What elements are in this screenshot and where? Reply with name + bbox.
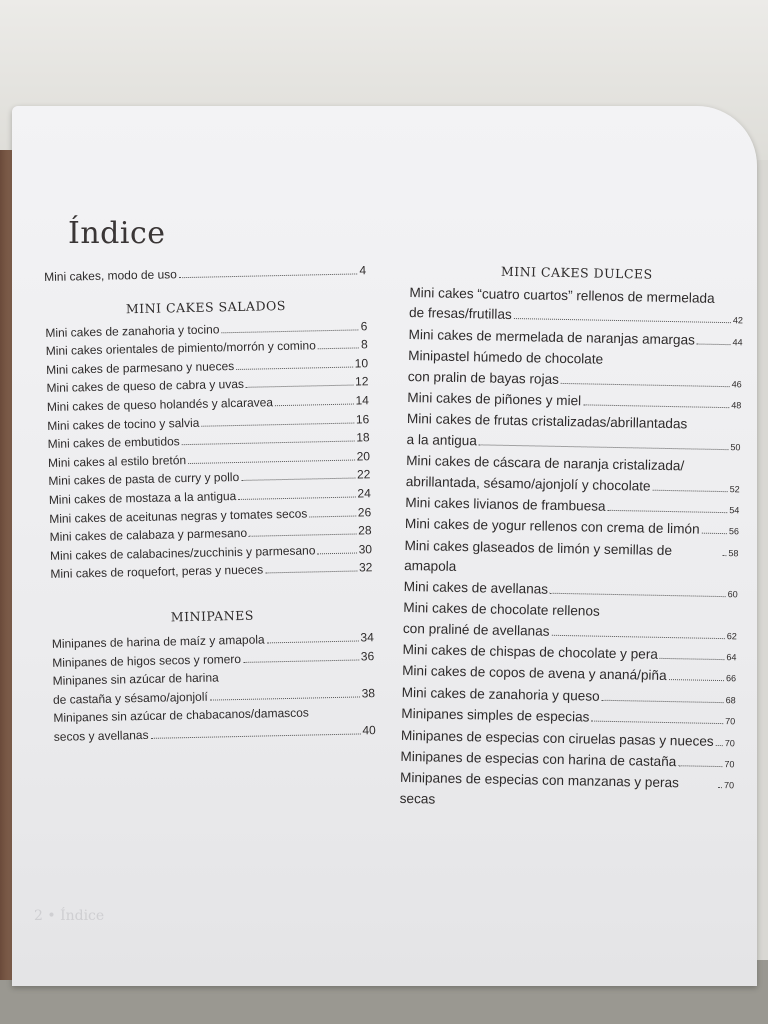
dot-leader [716,744,723,745]
dot-leader [602,699,724,702]
entry-title-line1: Minipastel húmedo de chocolate [408,348,604,367]
entry-title: Minipanes de especias con manzanas y peras secas [399,770,680,807]
dot-leader [697,343,731,345]
toc-entry [399,768,734,815]
page-number: 70 [724,759,735,770]
right-column [399,262,743,815]
dot-leader [151,733,361,738]
page-number: 64 [726,652,737,663]
entry-title: Mini cakes de roquefort, peras y nueces [50,562,264,582]
dot-leader [179,273,358,278]
page-number: 32 [358,560,373,575]
page-number: 40 [362,723,376,738]
entry-title-line1: Minipanes sin azúcar de harina [52,670,219,689]
entry-title: Mini cakes de mostaza a la antigua [48,488,237,507]
dot-leader [188,459,355,463]
dot-leader [201,422,354,426]
page-number: 18 [356,430,370,445]
dot-leader [583,404,729,408]
page-number: 58 [728,548,739,559]
entry-title-line1: Mini cakes de cáscara de naranja cristalizada/ [406,453,685,474]
entry-title: Mini cakes de embutidos [47,434,180,452]
toc-entry [404,536,739,583]
entry-title: Mini cakes orientales de pimiento/morrón y comino [45,338,316,359]
dot-leader [669,679,724,681]
entry-title: Minipanes de harina de maíz y amapola [51,632,265,651]
dot-leader [275,404,354,407]
entry-title: Mini cakes de piñones y miel [407,390,582,409]
page-number: 42 [732,315,744,326]
entry-title: Minipanes de higos secos y romero [52,651,242,670]
dulces-list [399,283,743,815]
page-number: 16 [355,411,370,427]
dot-leader [561,383,730,387]
page-number: 68 [725,694,736,706]
page-number: 70 [723,780,735,791]
page-number: 56 [728,526,739,537]
entry-title: Mini cakes de parmesano y nueces [45,358,235,377]
entry-title: Mini cakes de calabacines/zucchinis y parmesano [49,543,316,563]
dot-leader [653,489,728,491]
dot-leader [210,696,360,700]
page-folio: 2 • Índice [34,908,105,924]
dot-leader [718,787,722,788]
section-title-dulces: MINI CAKES DULCES [500,263,653,282]
entry-title: Mini cakes glaseados de limón y semillas de amapola [404,537,673,575]
dot-leader [309,515,356,517]
page-number: 20 [356,448,371,464]
page-number: 46 [731,378,742,390]
dot-leader [236,366,353,369]
entry-title: Mini cakes de chispas de chocolate y pera [402,641,659,662]
entry-title: Mini cakes de zanahoria y queso [401,684,600,704]
page-number: 12 [354,374,369,389]
dot-leader [243,659,359,662]
entry-title: con praliné de avellanas [402,620,550,639]
minipanes-list [52,628,376,746]
dot-leader [265,571,357,574]
section-title-minipanes: MINIPANES [170,607,254,625]
page-number: 4 [359,263,367,278]
dot-leader [317,552,356,554]
dot-leader [479,444,729,450]
page-number: 36 [360,648,375,663]
dot-leader [514,318,731,323]
entry-title: de fresas/frutillas [408,305,512,323]
entry-title: de castaña y sésamo/ajonjolí [52,689,208,707]
entry-title: Mini cakes de zanahoria y tocino [45,321,220,340]
page-number: 10 [354,356,369,371]
dot-leader [246,385,353,388]
entry-title: abrillantada, sésamo/ajonjolí y chocolate [405,473,651,494]
page-number: 38 [361,685,376,701]
dot-leader [182,441,355,446]
dot-leader [678,765,722,767]
dot-leader [241,478,355,481]
dot-leader [550,592,726,596]
entry-title: Mini cakes de queso holandés y alcaravea [46,395,274,414]
entry-title: Mini cakes livianos de frambuesa [405,495,606,514]
page-number: 70 [725,716,736,727]
entry-title: Minipanes de especias con ciruelas pasas y nueces [400,727,714,749]
entry-title: Mini cakes de mermelada de naranjas amargas [408,326,696,348]
section-title-salados: MINI CAKES SALADOS [125,297,286,316]
page-number: 54 [729,505,740,516]
salados-list [45,317,372,584]
entry-title-line1: Mini cakes de frutas cristalizadas/abrillantadas [406,411,688,432]
dot-leader [722,555,726,556]
entry-title: Minipanes simples de especias [401,706,590,725]
page-number: 34 [360,630,374,645]
page-number: 48 [731,400,742,411]
page-heading: Índice [68,216,166,252]
left-column [44,261,376,746]
dot-leader [249,534,356,537]
dot-leader [267,640,359,643]
entry-title: Mini cakes de pasta de curry y pollo [48,470,240,489]
entry-title: con pralin de bayas rojas [407,368,560,387]
page-number: 6 [360,318,368,333]
page-number: 24 [357,486,371,501]
entry-title: Mini cakes de copos de avena y ananá/piña [402,663,667,684]
entry-title: Mini cakes de aceitunas negras y tomates secos [49,506,308,526]
page-number: 60 [727,588,738,600]
page-number: 70 [724,737,735,748]
page-number: 62 [726,630,737,641]
page-number: 30 [358,541,373,557]
page-number: 22 [356,467,371,482]
page-number: 50 [730,442,741,453]
entry-title: Mini cakes de queso de cabra y uvas [46,377,245,396]
page-number: 14 [355,393,369,408]
entry-title-line1: Mini cakes de chocolate rellenos [403,600,600,619]
page-number: 44 [732,337,743,348]
entry-title: Mini cakes, modo de uso [44,267,178,284]
entry-title: Mini cakes de tocino y salvia [47,415,200,433]
page-number: 52 [729,483,740,495]
entry-title: Mini cakes al estilo bretón [47,452,187,470]
dot-leader [551,634,724,638]
page-number: 28 [358,523,372,538]
dot-leader [238,496,355,499]
entry-title: Mini cakes de avellanas [403,578,549,597]
entry-title: Mini cakes de calabaza y parmesano [49,525,248,545]
page-number: 8 [360,337,368,352]
page-number: 66 [725,673,737,684]
dot-leader [221,329,358,333]
dot-leader [318,348,359,350]
entry-title: Minipanes de especias con harina de castaña [400,748,677,770]
dot-leader [607,510,727,513]
entry-title-line1: Minipanes sin azúcar de chabacanos/damascos [53,705,310,726]
dot-leader [702,533,727,534]
entry-title: Mini cakes de yogur rellenos con crema de limón [404,516,700,538]
dot-leader [591,721,723,725]
entry-title: secos y avellanas [53,727,149,744]
dot-leader [660,658,725,660]
entry-title: a la antigua [406,431,478,449]
page-number: 26 [357,504,372,520]
entry-title-line1: Mini cakes “cuatro cuartos” rellenos de mermelada [409,284,715,306]
